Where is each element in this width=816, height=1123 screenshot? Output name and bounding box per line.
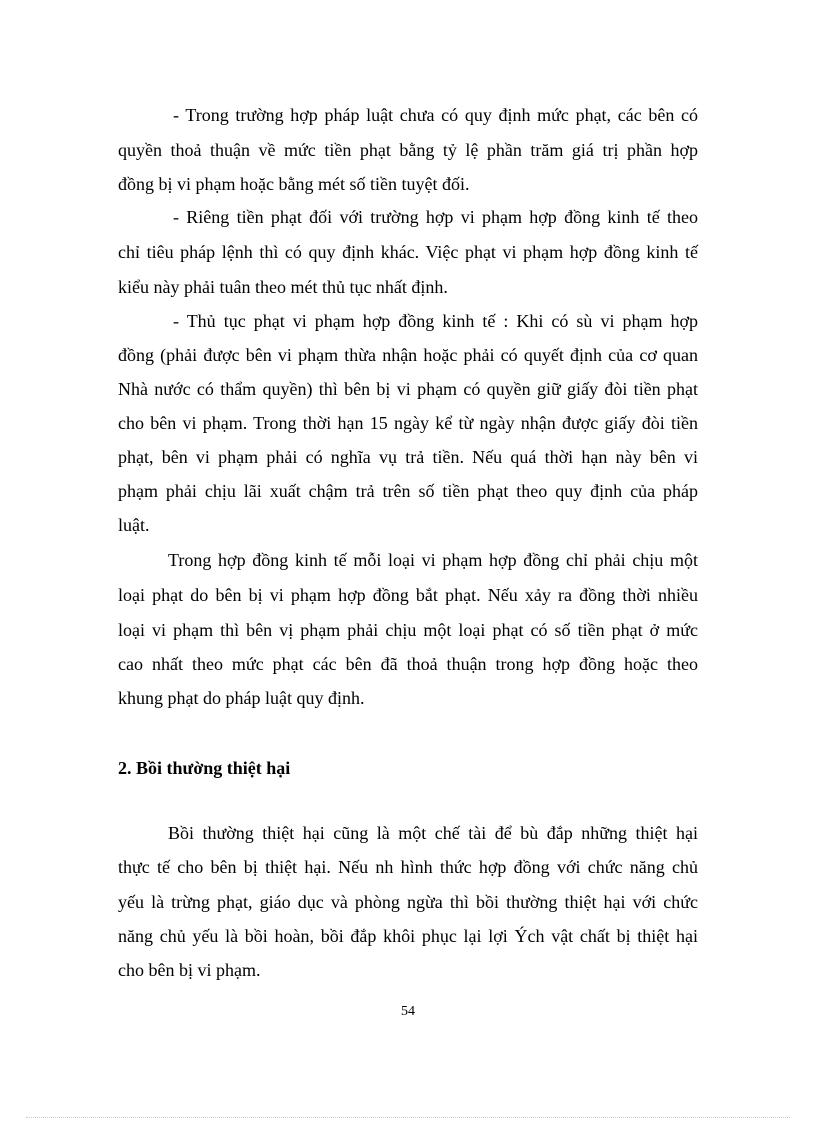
text-line: quyền thoả thuận về mức tiền phạt bằng tỷ lệ phần trăm giá trị phần hợp [118,140,698,160]
text-line: loại phạt do bên bị vi phạm hợp đồng bắt phạt. Nếu xảy ra đồng thời nhiều [118,585,698,605]
text-line: đồng bị vi phạm hoặc bằng mét số tiền tuyệt đối. [118,174,470,194]
page-number: 54 [401,1004,415,1019]
text-line: năng chủ yếu là bồi hoàn, bồi đắp khôi phục lại lợi Ých vật chất bị thiệt hại [118,926,698,946]
section-heading: 2. Bồi thường thiệt hại [118,758,291,778]
text-line: thực tế cho bên bị thiệt hại. Nếu nh hình thức hợp đồng với chức năng chủ [118,857,698,877]
text-line: phạt, bên vi phạm phải có nghĩa vụ trả tiền. Nếu quá thời hạn này bên vi [118,447,698,467]
text-line: khung phạt do pháp luật quy định. [118,688,365,708]
text-line: loại vi phạm thì bên vị phạm phải chịu một loại phạt có số tiền phạt ở mức [118,620,698,640]
page-bottom-border [26,1117,790,1118]
text-line: cho bên vi phạm. Trong thời hạn 15 ngày kể từ ngày nhận được giấy đòi tiền [118,413,698,433]
text-line: Trong hợp đồng kinh tế mỗi loại vi phạm hợp đồng chỉ phải chịu một [168,550,698,570]
text-line: Nhà nước có thẩm quyền) thì bên bị vi phạm có quyền giữ giấy đòi tiền phạt [118,379,698,399]
text-line: yếu là trừng phạt, giáo dục và phòng ngừa thì bồi thường thiệt hại với chức [118,892,698,912]
text-line: chỉ tiêu pháp lệnh thì có quy định khác. Việc phạt vi phạm hợp đồng kinh tế [118,242,698,262]
text-line: luật. [118,515,150,535]
text-line: kiểu này phải tuân theo mét thủ tục nhất định. [118,277,448,297]
text-line: - Riêng tiền phạt đối với trường hợp vi phạm hợp đồng kinh tế theo [173,207,698,227]
text-line: cho bên bị vi phạm. [118,960,261,980]
text-line: phạm phải chịu lãi xuất chậm trả trên số tiền phạt theo quy định của pháp [118,481,698,501]
text-line: đồng (phải được bên vi phạm thừa nhận hoặc phải có quyết định của cơ quan [118,345,698,365]
text-line: - Trong trường hợp pháp luật chưa có quy định mức phạt, các bên có [173,105,698,125]
text-line: - Thủ tục phạt vi phạm hợp đồng kinh tế : Khi có sù vi phạm hợp [173,311,698,331]
text-line: cao nhất theo mức phạt các bên đã thoả thuận trong hợp đồng hoặc theo [118,654,698,674]
text-line: Bồi thường thiệt hại cũng là một chế tài để bù đắp những thiệt hại [168,823,698,843]
